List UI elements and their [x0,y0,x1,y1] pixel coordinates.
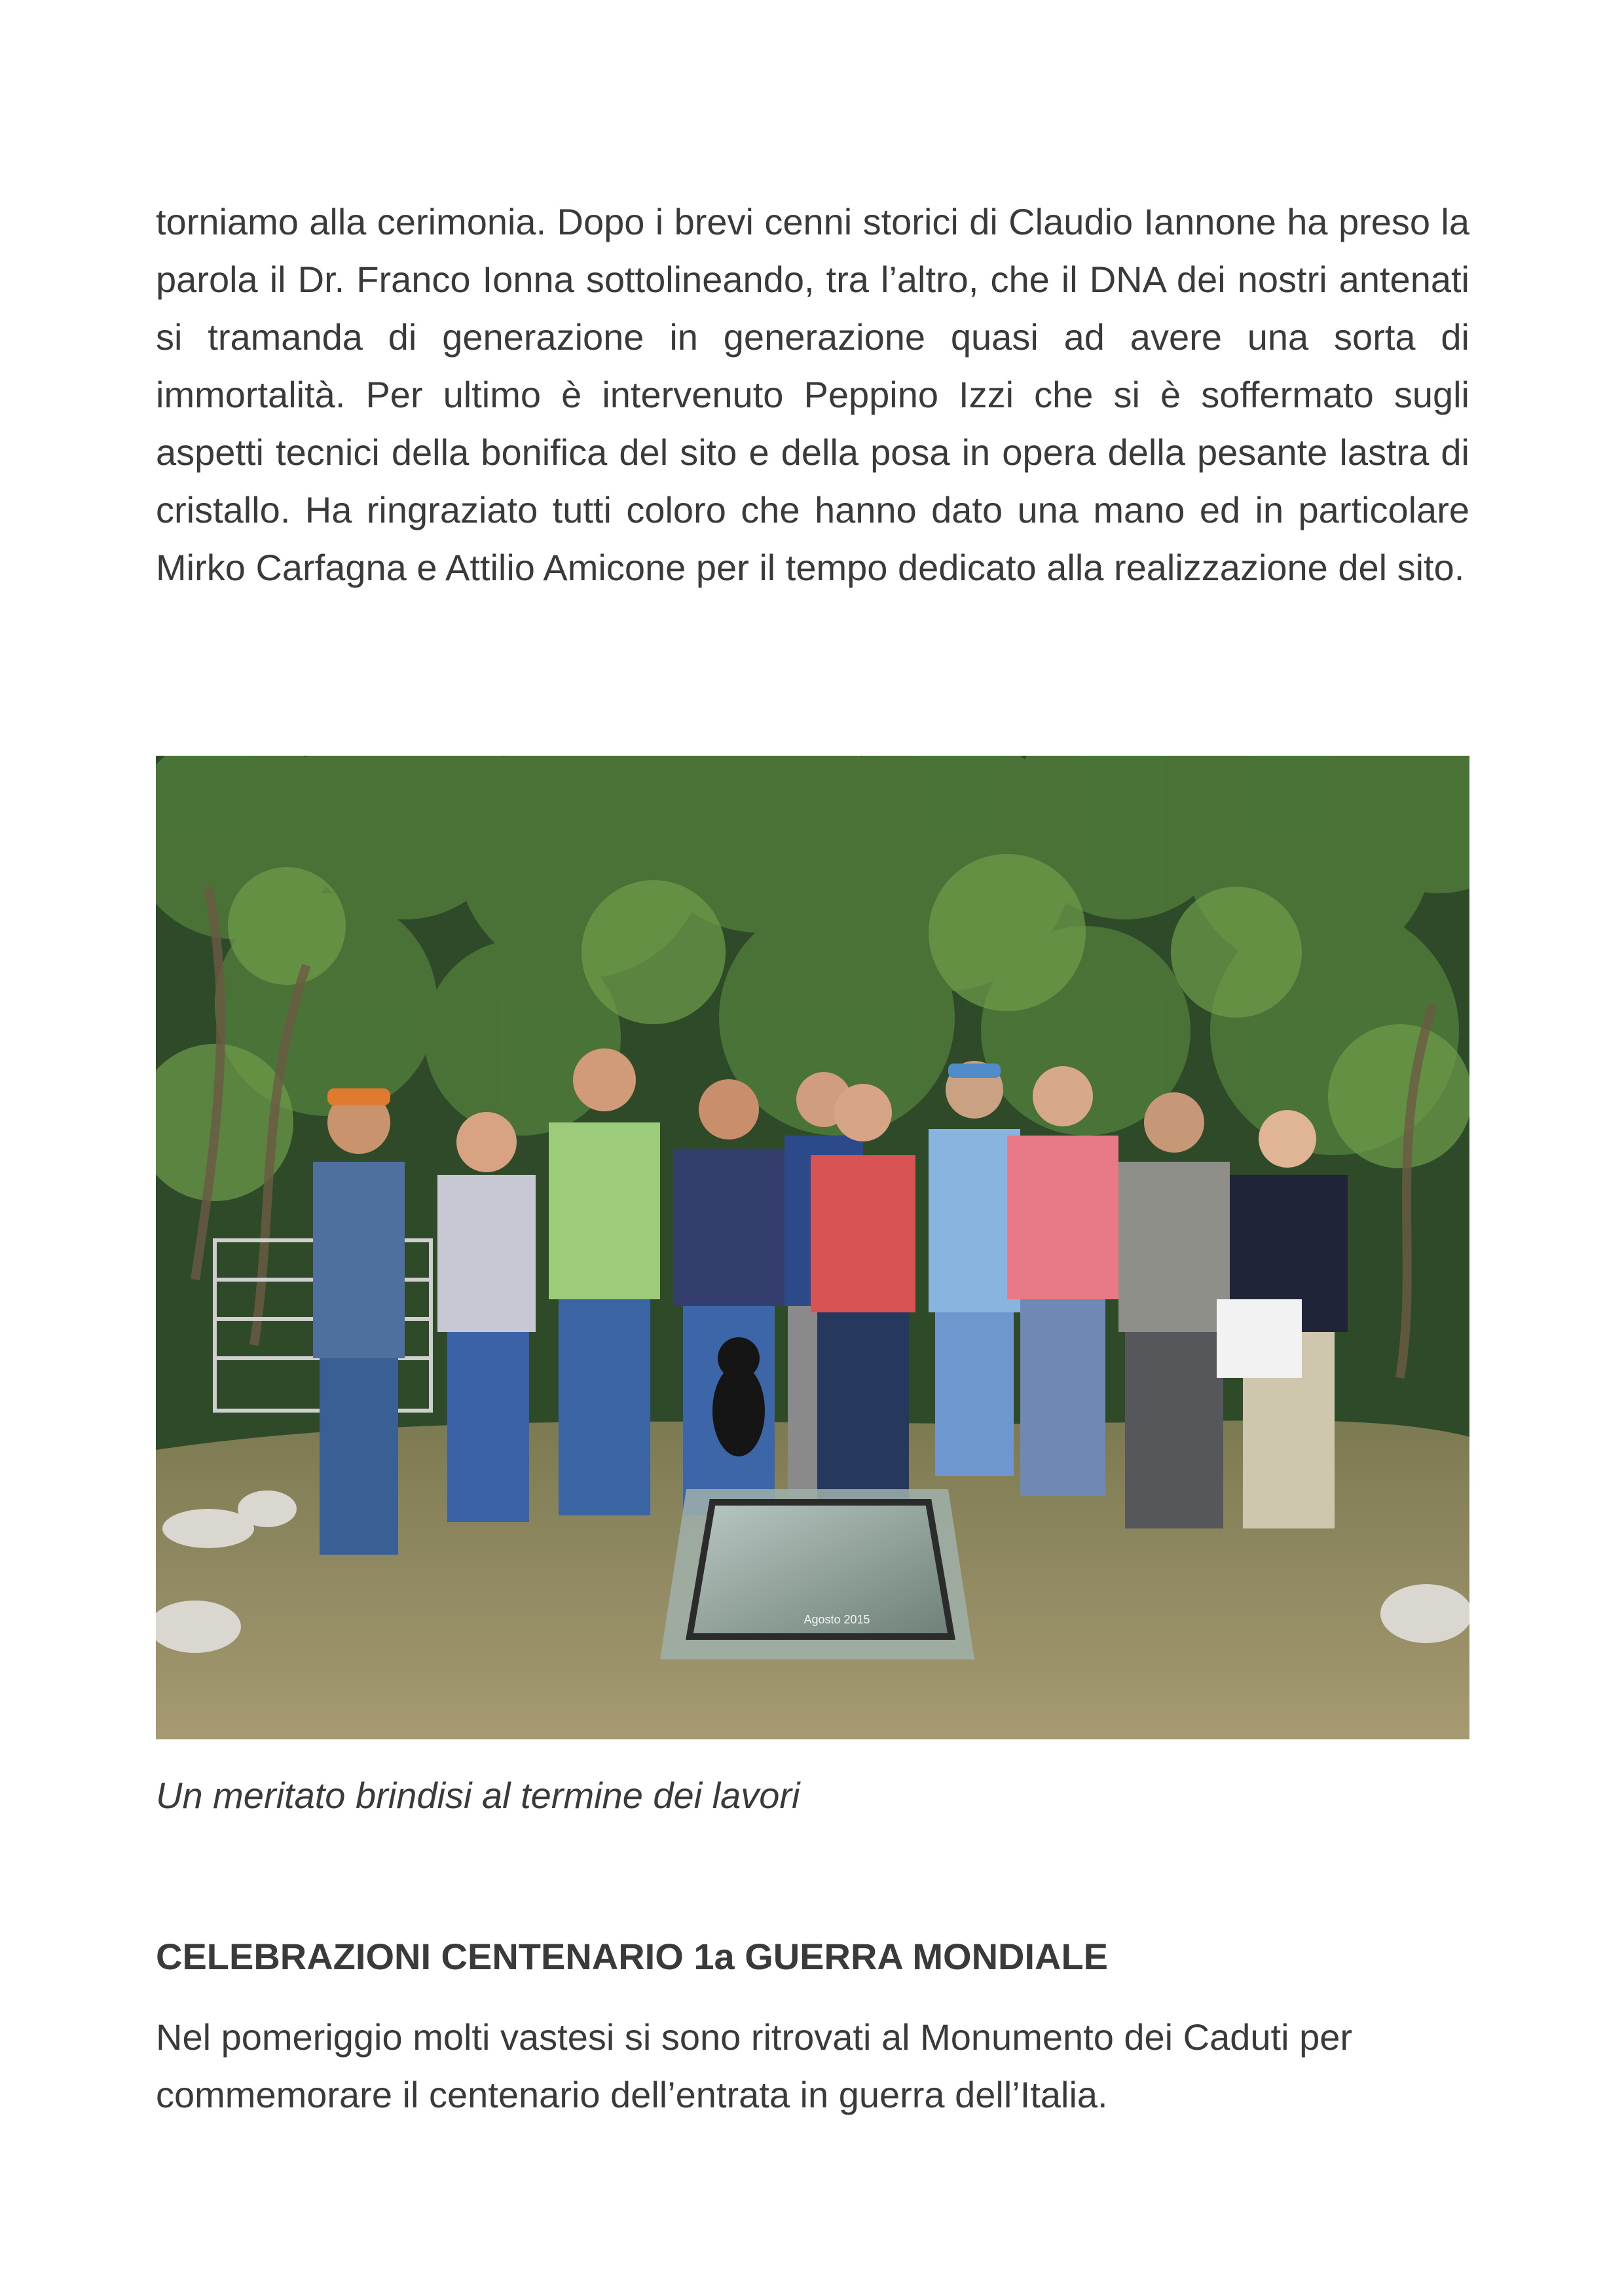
people-group [313,1048,1348,1555]
photo-caption: Un meritato brindisi al termine dei lavori [156,1775,800,1816]
glass-plaque [660,1489,974,1659]
group-photo [156,756,1469,1739]
group-photo-illustration [156,756,1469,1739]
body-paragraph: torniamo alla cerimonia. Dopo i brevi cenni storici di Claudio Iannone ha preso la parola il Dr. Franco Ionna sottolineando, tra l’altro, che il DNA dei nostri antenati si tramanda di generazione in generazione quasi ad avere una sorta di immortalità. Per ultimo è intervenuto Peppino Izzi che si è soffermato sugli aspetti tecnici della bonifica del sito e della posa in opera della pesante lastra di cristallo. Ha ringraziato tutti coloro che hanno dato una mano ed in particolare Mirko Carfagna e Attilio Amicone per il tempo dedicato alla realizzazione del sito. [156,201,1469,588]
section-paragraph: Nel pomeriggio molti vastesi si sono ritrovati al Monumento dei Caduti per commemorare il centenario dell’entrata in guerra dell’Italia. [156,2016,1353,2115]
section-heading: CELEBRAZIONI CENTENARIO 1a GUERRA MONDIALE [156,1936,1109,1977]
plaque-date: Agosto 2015 [803,1613,870,1626]
